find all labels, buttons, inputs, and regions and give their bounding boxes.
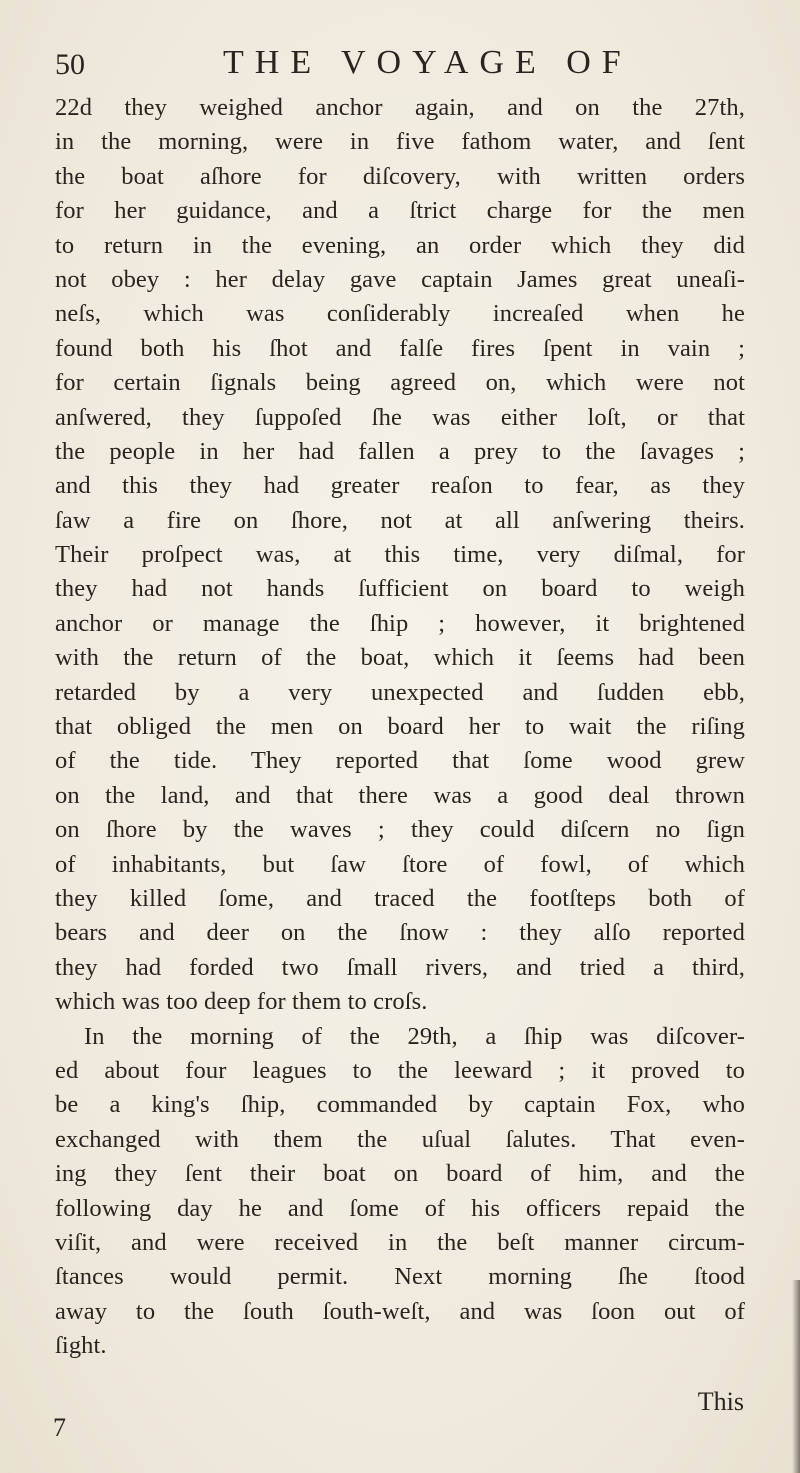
text-line: be a king's ſhip, commanded by captain Fox, who — [55, 1091, 745, 1119]
text-line: they had forded two ſmall rivers, and tried a third, — [55, 953, 745, 981]
text-line: the people in her had fallen a prey to the ſavages ; — [55, 437, 745, 465]
text-line: which was too deep for them to croſs. — [55, 988, 428, 1016]
signature-mark: 7 — [53, 1413, 66, 1442]
text-line: bears and deer on the ſnow : they alſo reported — [55, 919, 745, 947]
text-line: to return in the evening, an order which they did — [55, 231, 745, 259]
text-line: neſs, which was conſiderably increaſed when he — [55, 300, 745, 328]
text-line: for certain ſignals being agreed on, which were not — [55, 369, 745, 397]
text-line: they killed ſome, and traced the footſteps both of — [55, 884, 745, 912]
text-line: anſwered, they ſuppoſed ſhe was either loſt, or that — [55, 403, 745, 431]
text-line: ſaw a fire on ſhore, not at all anſwering theirs. — [55, 506, 745, 534]
page-number: 50 — [55, 48, 85, 81]
text-line: found both his ſhot and falſe fires ſpent in vain ; — [55, 334, 745, 362]
text-line: exchanged with them the uſual ſalutes. That even- — [55, 1125, 745, 1153]
text-line: ſtances would permit. Next morning ſhe ſtood — [55, 1263, 745, 1291]
text-line: anchor or manage the ſhip ; however, it brightened — [55, 609, 745, 637]
paragraph-start-line: In the morning of the 29th, a ſhip was diſcover- — [84, 1022, 745, 1050]
text-line: with the return of the boat, which it ſeems had been — [55, 644, 745, 672]
page-header — [50, 42, 750, 90]
body-text — [55, 91, 745, 1363]
text-line: retarded by a very unexpected and ſudden ebb, — [55, 678, 745, 706]
text-line: on the land, and that there was a good deal thrown — [55, 781, 745, 809]
text-line: Their proſpect was, at this time, very diſmal, for — [55, 541, 745, 569]
text-line: following day he and ſome of his officers repaid the — [55, 1194, 745, 1222]
text-line: 22d they weighed anchor again, and on the 27th, — [55, 94, 745, 121]
text-line: away to the ſouth ſouth-weſt, and was ſoon out of — [55, 1297, 745, 1325]
text-line: for her guidance, and a ſtrict charge for the men — [55, 197, 745, 225]
text-line: on ſhore by the waves ; they could diſcern no ſign — [55, 816, 745, 844]
text-line: they had not hands ſufficient on board to weigh — [55, 575, 745, 603]
text-line: of inhabitants, but ſaw ſtore of fowl, of which — [55, 850, 745, 878]
running-head: THE VOYAGE OF — [223, 44, 632, 81]
text-line: ing they ſent their boat on board of him, and the — [55, 1160, 745, 1188]
text-line: and this they had greater reaſon to fear, as they — [55, 472, 745, 500]
catchword: This — [697, 1387, 744, 1416]
text-line: the boat aſhore for diſcovery, with written orders — [55, 162, 745, 190]
text-line: in the morning, were in five fathom water, and ſent — [55, 128, 745, 156]
text-line: that obliged the men on board her to wait the riſing — [55, 713, 745, 741]
text-line: ed about four leagues to the leeward ; it proved to — [55, 1056, 745, 1084]
text-line: viſit, and were received in the beſt manner circum- — [55, 1228, 745, 1256]
text-line: not obey : her delay gave captain James great uneaſi- — [55, 265, 745, 293]
text-line: of the tide. They reported that ſome wood grew — [55, 747, 745, 775]
text-line: ſight. — [55, 1332, 107, 1360]
page-edge-shadow — [792, 1280, 800, 1473]
